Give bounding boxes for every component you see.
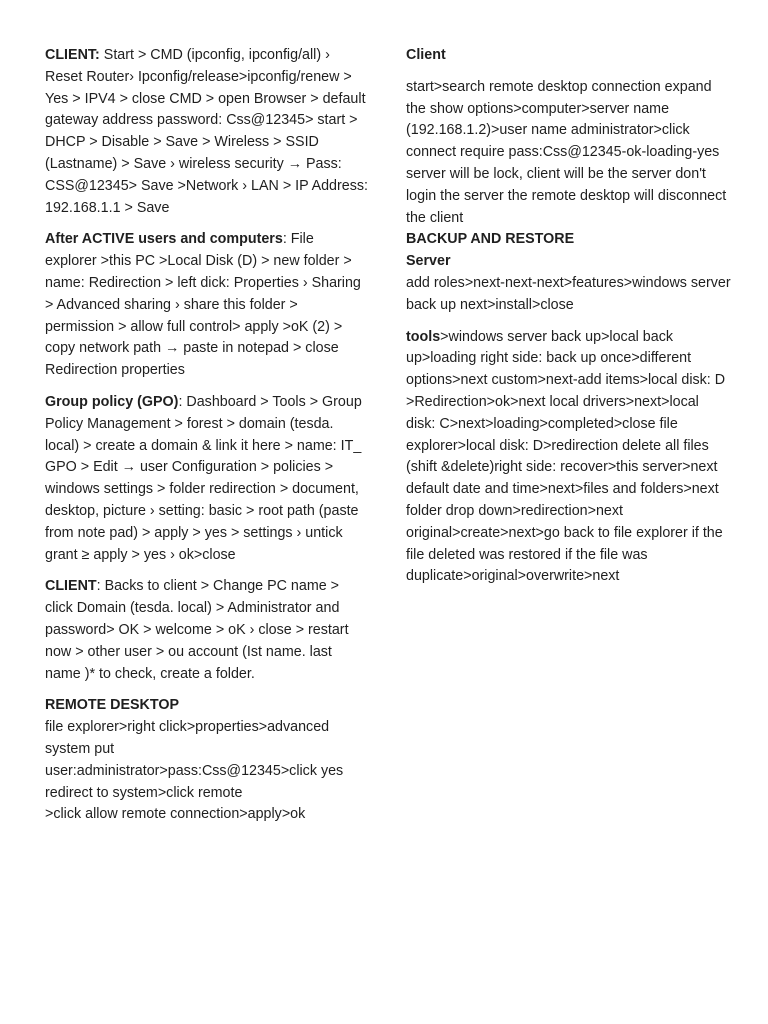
backup-section: [406, 229, 731, 316]
client-setup-label: CLIENT:: [45, 47, 100, 63]
group-policy-label: Group policy (GPO): [45, 393, 179, 410]
client-heading: Client: [406, 47, 446, 63]
remote-desktop-line-1: file explorer>right click>properties>advanced system put user:administrator>pass:Css@12345>click yes redirect to system>click remote: [45, 719, 344, 801]
client-setup-text: Start > CMD (ipconfig, ipconfig/all) › Reset Router› Ipconfig/release>ipconfig/renew > Yes > IPV4 > close CMD > open Browser > default gateway address password: Css@12345> start > DHCP > Disable > Save > Wireless > SSID (Lastname) > Save › wireless security → Pass: CSS@12345> Save >Network › LAN > IP Address: 192.168.1.1 > Save: [45, 47, 368, 216]
client-domain-paragraph: [45, 576, 369, 685]
client-heading-paragraph: [406, 45, 731, 67]
group-policy-paragraph: [45, 392, 369, 566]
remote-desktop-section: [45, 695, 369, 826]
server-text: add roles>next-next-next>features>windows server back up next>install>close: [406, 274, 731, 313]
after-active-paragraph: [45, 229, 369, 382]
client-setup-paragraph: [45, 45, 369, 219]
tools-text: >windows server back up>local back up>loading right side: back up once>different options>next custom>next-add items>local disk: D >Redirection>ok>next local drivers>next>local disk: C>next>loading>completed>close file explorer>local disk: D>redirection delete all files (shift &delete)right side: recover>this server>next default date and time>next>files and folders>next folder drop down>redirection>next original>create>next>go back to file explorer if the file deleted was restored if the file was duplicate>original>overwrite>next: [406, 328, 726, 585]
right-column: [406, 45, 731, 598]
remote-desktop-heading: REMOTE DESKTOP: [45, 697, 179, 714]
left-column: [45, 45, 369, 836]
after-active-label: After ACTIVE users and computers: [45, 231, 283, 248]
tools-paragraph: [406, 327, 731, 589]
client-domain-label: CLIENT: [45, 578, 97, 595]
after-active-text: : File explorer >this PC >Local Disk (D) > new folder > name: Redirection > left dick: Properties › Sharing > Advanced sharing › share this folder > permission > allow full control> apply >oK (2) > copy network path → paste in notepad > close Redirection properties: [45, 231, 361, 379]
backup-heading: BACKUP AND RESTORE: [406, 231, 575, 248]
remote-desktop-line-2: >click allow remote connection>apply>ok: [45, 806, 306, 823]
tools-label: tools: [406, 328, 441, 345]
client-remote-paragraph: start>search remote desktop connection expand the show options>computer>server name (192.168.1.2)>user name administrator>click connect require pass:Css@12345-ok-loading-yes server will be lock, client will be the server don't login the server the remote desktop will disconnect the client: [406, 78, 727, 226]
group-policy-text: : Dashboard > Tools > Group Policy Management > forest > domain (tesda. local) > create a domain & link it here > name: IT_ GPO > Edit → user Configuration > policies > windows settings > folder redirection > document, desktop, picture › setting: basic > root path (paste from note pad) > apply > yes > settings › untick grant ≥ apply > yes › ok>close: [45, 393, 362, 563]
client-domain-text: : Backs to client > Change PC name > click Domain (tesda. local) > Administrator and password> OK > welcome > oK › close > restart now > other user > ou account (Ist name. last name )* to check, create a folder.: [45, 578, 349, 682]
server-heading: Server: [406, 253, 451, 270]
